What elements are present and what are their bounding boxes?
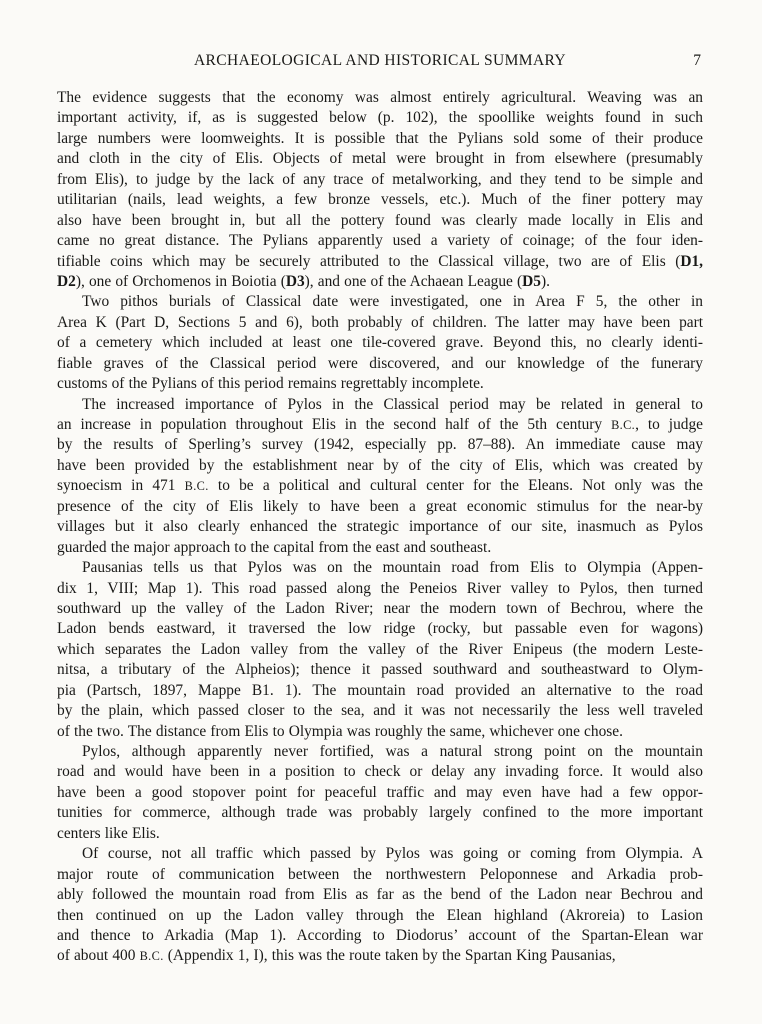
text-line xyxy=(57,926,703,946)
text-segment: dix 1, VIII; Map 1). This road passed along the Peneios River valley to Pylos, then turned xyxy=(57,579,703,597)
page-text xyxy=(57,88,703,967)
text-line xyxy=(57,149,703,169)
text-segment: utilitarian (nails, lead weights, a few bronze vessels, etc.). Much of the finer pottery may xyxy=(57,191,703,209)
smallcaps-text: B.C. xyxy=(611,418,636,432)
text-segment: by the plain, which passed closer to the sea, and it was not necessarily the less well traveled xyxy=(57,702,703,720)
text-line xyxy=(57,354,703,374)
text-segment: also have been brought in, but all the pottery found was clearly made locally in Elis and xyxy=(57,211,703,229)
text-line xyxy=(57,170,703,190)
text-segment: , to judge xyxy=(635,416,703,433)
text-line xyxy=(57,906,703,926)
text-segment: guarded the major approach to the capital from the east and southeast. xyxy=(57,538,492,556)
text-segment: to be a political and cultural center for the Eleans. Not only was the xyxy=(208,477,703,495)
text-segment: centers like Elis. xyxy=(57,824,160,842)
text-line xyxy=(57,762,703,782)
text-segment: villages but it also clearly enhanced the strategic importance of our site, inasmuch as Pylos xyxy=(57,518,703,536)
text-line xyxy=(57,783,703,803)
text-segment: which separates the Ladon valley from the valley of the River Enipeus (the modern Leste- xyxy=(57,640,703,658)
text-line xyxy=(57,885,703,905)
text-line xyxy=(57,579,703,599)
text-segment: from Elis), to judge by the lack of any trace of metalworking, and they tend to be simple and xyxy=(57,170,703,188)
text-line xyxy=(57,701,703,721)
text-segment: Of course, not all traffic which passed by Pylos was going or coming from Olympia. A xyxy=(82,845,703,863)
text-segment: customs of the Pylians of this period remains regrettably incomplete. xyxy=(57,375,484,393)
text-segment: of a cemetery which included at least one tile-covered grave. Beyond this, no clearly identi- xyxy=(57,334,703,352)
running-head xyxy=(57,52,703,73)
text-segment: Two pithos burials of Classical date were investigated, one in Area F 5, the other in xyxy=(82,293,703,311)
text-segment: ). xyxy=(540,272,550,290)
text-line xyxy=(57,313,703,333)
text-segment: ), and one of the Achaean League ( xyxy=(304,272,523,290)
bold-text: D3 xyxy=(285,272,305,290)
text-line xyxy=(57,252,703,272)
text-segment: The increased importance of Pylos in the Classical period may be related in general to xyxy=(82,395,703,413)
text-line xyxy=(57,88,703,108)
text-segment: tunities for commerce, although trade was probably largely confined to the more important xyxy=(57,804,703,822)
text-line xyxy=(57,395,703,415)
text-line xyxy=(57,374,703,394)
text-line xyxy=(57,660,703,680)
text-segment: have been a good stopover point for peaceful traffic and may even have had a few oppor- xyxy=(57,783,703,801)
text-segment: of about 400 xyxy=(57,947,140,965)
text-line xyxy=(57,722,703,742)
text-segment: and cloth in the city of Elis. Objects of metal were brought in from elsewhere (presumably xyxy=(57,150,703,168)
text-line xyxy=(57,435,703,455)
text-line xyxy=(57,231,703,251)
text-segment: Area K (Part D, Sections 5 and 6), both probably of children. The latter may have been part xyxy=(57,313,703,331)
text-segment: presence of the city of Elis likely to have been a great economic stimulus for the near-by xyxy=(57,497,703,515)
text-segment: ), one of Orchomenos in Boiotia ( xyxy=(75,272,286,290)
text-line xyxy=(57,619,703,639)
text-line xyxy=(57,333,703,353)
text-segment: large numbers were loomweights. It is possible that the Pylians sold some of their produce xyxy=(57,129,703,147)
smallcaps-text: B.C. xyxy=(184,479,209,494)
text-segment: Ladon bends eastward, it traversed the low ridge (rocky, but passable even for wagons) xyxy=(57,620,703,638)
running-head-title: ARCHAEOLOGICAL AND HISTORICAL SUMMARY xyxy=(193,52,567,69)
bold-text: D2 xyxy=(57,272,76,290)
text-line xyxy=(57,292,703,312)
text-line xyxy=(57,211,703,231)
text-segment: then continued on up the Ladon valley through the Elean highland (Akroreia) to Lasion xyxy=(57,906,703,924)
text-line xyxy=(57,129,703,149)
text-segment: and thence to Arkadia (Map 1). According to Diodorus’ account of the Spartan-Elean war xyxy=(57,926,703,944)
bold-text: D5 xyxy=(522,272,541,290)
text-line xyxy=(57,824,703,844)
text-line xyxy=(57,190,703,210)
text-line xyxy=(57,640,703,660)
text-line xyxy=(57,272,703,292)
smallcaps-text: B.C. xyxy=(139,949,164,964)
page-number: 7 xyxy=(693,52,701,69)
text-line xyxy=(57,108,703,128)
text-segment: important activity, if, as is suggested below (p. 102), the spoollike weights found in such xyxy=(57,109,703,127)
text-line xyxy=(57,742,703,762)
text-line xyxy=(57,803,703,823)
text-segment: by the results of Sperling’s survey (1942, especially pp. 87–88). An immediate cause may xyxy=(57,436,703,454)
text-line xyxy=(57,538,703,558)
text-line xyxy=(57,497,703,517)
text-segment: major route of communication between the northwestern Peloponnese and Arkadia prob- xyxy=(57,865,703,883)
text-segment: have been provided by the establishment near by of the city of Elis, which was created by xyxy=(57,456,703,474)
bold-text: D1, xyxy=(680,252,703,270)
text-segment: an increase in population throughout Elis in the second half of the 5th century xyxy=(57,416,612,433)
text-segment: Pylos, although apparently never fortified, was a natural strong point on the mountain xyxy=(82,743,703,760)
text-line xyxy=(57,681,703,701)
text-segment: fiable graves of the Classical period were discovered, and our knowledge of the funerary xyxy=(57,354,703,372)
text-line xyxy=(57,946,703,966)
text-segment: The evidence suggests that the economy was almost entirely agricultural. Weaving was an xyxy=(57,89,703,106)
text-line xyxy=(57,456,703,476)
text-line xyxy=(57,558,703,578)
text-segment: southward up the valley of the Ladon River; near the modern town of Bechrou, where the xyxy=(57,599,703,617)
text-line xyxy=(57,599,703,619)
text-segment: tifiable coins which may be securely attributed to the Classical village, two are of Elis ( xyxy=(57,252,681,270)
text-line xyxy=(57,517,703,537)
text-segment: (Appendix 1, I), this was the route taken by the Spartan King Pausanias, xyxy=(163,947,616,965)
text-line xyxy=(57,844,703,864)
text-line xyxy=(57,476,703,496)
text-segment: of the two. The distance from Elis to Olympia was roughly the same, whichever one chose. xyxy=(57,722,623,740)
text-segment: came no great distance. The Pylians apparently used a variety of coinage; of the four iden- xyxy=(57,232,703,250)
text-segment: synoecism in 471 xyxy=(57,477,185,495)
text-segment: road and would have been in a position to check or delay any invading force. It would also xyxy=(57,763,703,781)
text-segment: ably followed the mountain road from Elis as far as the bend of the Ladon near Bechrou and xyxy=(57,886,703,904)
text-line xyxy=(57,865,703,885)
text-segment: pia (Partsch, 1897, Mappe B1. 1). The mountain road provided an alternative to the road xyxy=(57,681,703,699)
text-segment: Pausanias tells us that Pylos was on the mountain road from Elis to Olympia (Appen- xyxy=(82,559,703,577)
text-line xyxy=(57,415,703,435)
text-segment: nitsa, a tributary of the Alpheios); thence it passed southward and southeastward to Olym- xyxy=(57,661,703,679)
